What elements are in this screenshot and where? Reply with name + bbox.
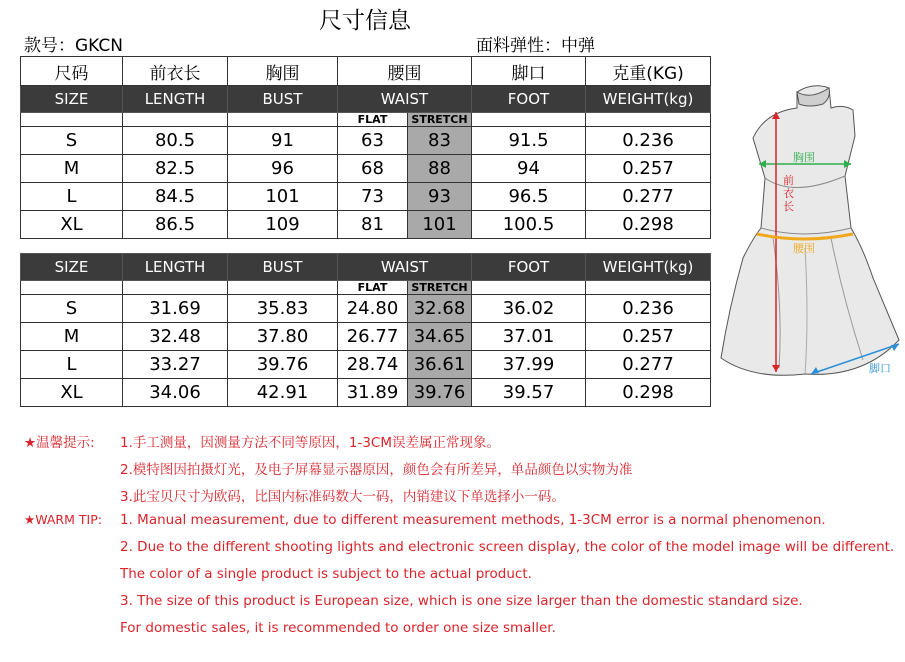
length-label-1: 前 [783, 174, 794, 187]
cell-waist-stretch: 83 [408, 127, 472, 155]
table-row [21, 127, 711, 155]
table-row [21, 295, 711, 323]
cell-size: S [21, 295, 123, 323]
cell-size: L [21, 183, 123, 211]
cell-size: M [21, 155, 123, 183]
header-foot: FOOT [472, 86, 586, 113]
cn-header-row [21, 57, 711, 86]
cell-foot: 37.01 [472, 323, 586, 351]
waist-stretch-label: STRETCH [408, 281, 472, 295]
cell-waist-flat: 28.74 [338, 351, 408, 379]
table-row [21, 351, 711, 379]
header-bust: BUST [228, 254, 338, 281]
header-foot: FOOT [472, 254, 586, 281]
table-row [21, 211, 711, 239]
cell-waist-flat: 24.80 [338, 295, 408, 323]
garment-outline [721, 86, 899, 376]
en-header-row [21, 86, 711, 113]
cell-size: M [21, 323, 123, 351]
header-bust-cn: 胸围 [228, 57, 338, 86]
cell-weight: 0.257 [586, 323, 711, 351]
header-length-cn: 前衣长 [123, 57, 228, 86]
cell-waist-stretch: 36.61 [408, 351, 472, 379]
cell-waist-stretch: 101 [408, 211, 472, 239]
cell-foot: 37.99 [472, 351, 586, 379]
cell-length: 84.5 [123, 183, 228, 211]
cell-size: L [21, 351, 123, 379]
header-waist-cn: 腰围 [338, 57, 472, 86]
waist-stretch-label: STRETCH [408, 113, 472, 127]
cell-size: S [21, 127, 123, 155]
cell-bust: 37.80 [228, 323, 338, 351]
en-note-3b: For domestic sales, it is recommended to order one size smaller. [120, 620, 556, 636]
length-label-3: 长 [783, 200, 794, 213]
header-size: SIZE [21, 254, 123, 281]
cell-bust: 42.91 [228, 379, 338, 407]
waist-sub-header-row [21, 113, 711, 127]
cell-foot: 96.5 [472, 183, 586, 211]
cell-foot: 100.5 [472, 211, 586, 239]
cell-bust: 101 [228, 183, 338, 211]
waist-flat-label: FLAT [338, 113, 408, 127]
size-table-cm [20, 56, 711, 239]
cell-bust: 109 [228, 211, 338, 239]
cell-length: 80.5 [123, 127, 228, 155]
cell-weight: 0.236 [586, 295, 711, 323]
en-note-1: 1. Manual measurement, due to different measurement methods, 1-3CM error is a normal phenomenon. [120, 512, 826, 528]
cell-size: XL [21, 379, 123, 407]
cell-waist-stretch: 34.65 [408, 323, 472, 351]
style-number: 款号：GKCN [24, 36, 123, 56]
cell-bust: 91 [228, 127, 338, 155]
cell-waist-flat: 68 [338, 155, 408, 183]
cell-waist-flat: 31.89 [338, 379, 408, 407]
table-row [21, 183, 711, 211]
table-row [21, 155, 711, 183]
cell-length: 31.69 [123, 295, 228, 323]
cell-length: 34.06 [123, 379, 228, 407]
cell-size: XL [21, 211, 123, 239]
foot-label: 脚口 [869, 362, 891, 375]
cell-length: 86.5 [123, 211, 228, 239]
bust-label: 胸围 [793, 151, 815, 164]
header-length: LENGTH [123, 254, 228, 281]
page-title: 尺寸信息 [319, 8, 411, 34]
cell-length: 32.48 [123, 323, 228, 351]
en-note-2b: The color of a single product is subject to the actual product. [120, 566, 532, 582]
cell-waist-stretch: 32.68 [408, 295, 472, 323]
header-length: LENGTH [123, 86, 228, 113]
en-header-row [21, 254, 711, 281]
cell-waist-stretch: 93 [408, 183, 472, 211]
cell-weight: 0.298 [586, 379, 711, 407]
fabric-elasticity: 面料弹性：中弹 [476, 36, 595, 56]
header-weight: WEIGHT(kg) [586, 254, 711, 281]
cell-bust: 96 [228, 155, 338, 183]
cell-foot: 94 [472, 155, 586, 183]
header-weight: WEIGHT(kg) [586, 86, 711, 113]
length-label-2: 衣 [783, 187, 794, 200]
cell-bust: 39.76 [228, 351, 338, 379]
header-weight-cn: 克重(KG) [586, 57, 711, 86]
cn-note-1: 1.手工测量，因测量方法不同等原因，1-3CM误差属正常现象。 [120, 435, 501, 451]
cell-weight: 0.298 [586, 211, 711, 239]
cell-foot: 39.57 [472, 379, 586, 407]
cell-waist-flat: 73 [338, 183, 408, 211]
cell-length: 82.5 [123, 155, 228, 183]
header-waist: WAIST [338, 86, 472, 113]
cell-length: 33.27 [123, 351, 228, 379]
cn-tip-tag: ★温馨提示: [24, 435, 95, 451]
cn-note-3: 3.此宝贝尺寸为欧码，比国内标准码数大一码，内销建议下单选择小一码。 [120, 489, 565, 505]
cell-weight: 0.236 [586, 127, 711, 155]
cell-waist-flat: 26.77 [338, 323, 408, 351]
cell-foot: 36.02 [472, 295, 586, 323]
cell-weight: 0.257 [586, 155, 711, 183]
cell-waist-flat: 63 [338, 127, 408, 155]
waist-flat-label: FLAT [338, 281, 408, 295]
table-row [21, 379, 711, 407]
waist-sub-header-row [21, 281, 711, 295]
cell-weight: 0.277 [586, 351, 711, 379]
header-size-cn: 尺码 [21, 57, 123, 86]
header-waist: WAIST [338, 254, 472, 281]
cell-weight: 0.277 [586, 183, 711, 211]
cell-waist-flat: 81 [338, 211, 408, 239]
en-tip-tag: ★WARM TIP: [24, 512, 102, 527]
header-size: SIZE [21, 86, 123, 113]
cell-waist-stretch: 39.76 [408, 379, 472, 407]
table-row [21, 323, 711, 351]
en-note-2: 2. Due to the different shooting lights and electronic screen display, the color of the model image will be different. [120, 539, 895, 555]
cn-note-2: 2.模特图因拍摄灯光，及电子屏幕显示器原因，颜色会有所差异，单品颜色以实物为准 [120, 462, 633, 478]
en-note-3: 3. The size of this product is European size, which is one size larger than the domestic standard size. [120, 593, 803, 609]
header-foot-cn: 脚口 [472, 57, 586, 86]
waist-label: 腰围 [793, 242, 815, 255]
cell-bust: 35.83 [228, 295, 338, 323]
cell-waist-stretch: 88 [408, 155, 472, 183]
size-table-inch [20, 253, 711, 407]
garment-measurement-diagram [713, 78, 903, 384]
header-bust: BUST [228, 86, 338, 113]
cell-foot: 91.5 [472, 127, 586, 155]
